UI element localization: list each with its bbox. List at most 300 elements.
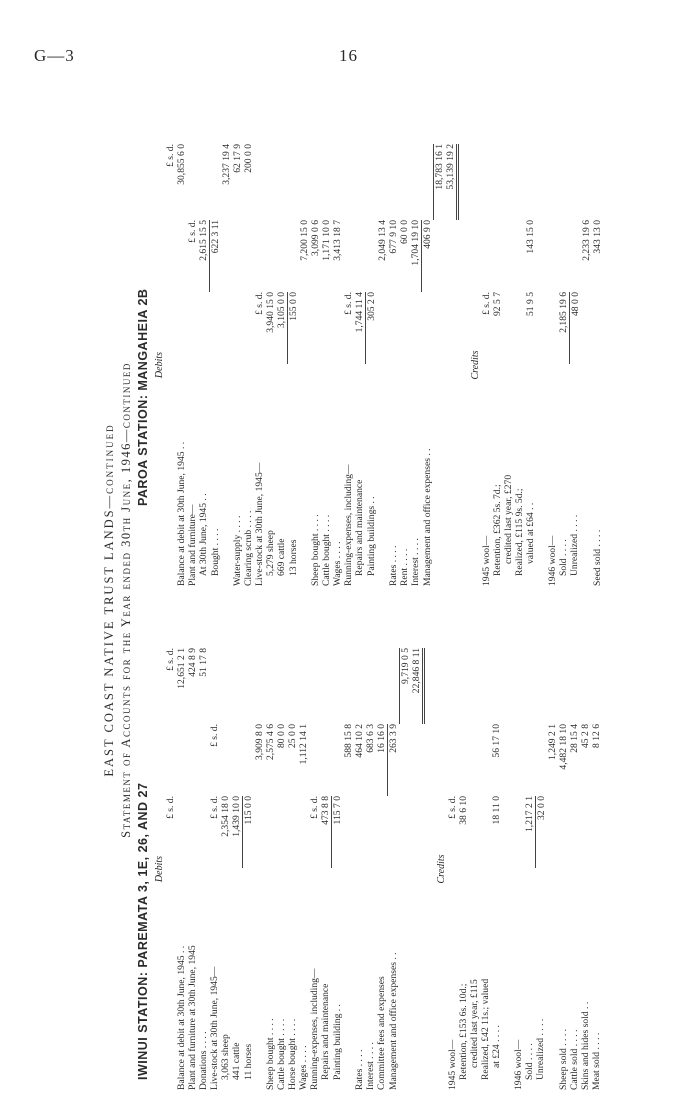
amount-cell xyxy=(343,648,354,724)
amount-cell xyxy=(536,220,547,292)
row-label: Painting buildings . . xyxy=(365,496,377,576)
amount-cell xyxy=(503,144,514,220)
document-title: EAST COAST NATIVE TRUST LANDS—continued xyxy=(102,423,116,777)
amount-cell xyxy=(288,220,300,292)
account-row xyxy=(447,648,458,1090)
paroa-account-table xyxy=(154,144,603,586)
amount-cell xyxy=(299,144,310,220)
account-row xyxy=(514,144,525,586)
row-label xyxy=(165,364,176,586)
amount-cell: 12,651 2 1 xyxy=(176,648,187,689)
amount-cell xyxy=(536,144,547,220)
section-heading: Credits xyxy=(435,854,447,884)
amount-cell xyxy=(243,724,255,796)
amount-cell: 9,719 0 5 xyxy=(399,648,411,724)
row-label: Live-stock at 30th June, 1945— xyxy=(254,462,265,586)
amount-cell xyxy=(399,292,410,364)
row-label: Management and office expenses . . xyxy=(387,952,399,1090)
amount-cell: 115 7 0 xyxy=(332,796,344,868)
amount-cell xyxy=(287,648,298,724)
amount-cell xyxy=(298,796,309,868)
amount-cell xyxy=(354,220,366,292)
account-row xyxy=(243,648,255,1090)
amount-cell: 60 0 0 xyxy=(399,220,410,244)
account-row xyxy=(569,648,580,1090)
account-row xyxy=(176,144,187,586)
amount-cell xyxy=(388,796,400,868)
amount-cell xyxy=(591,796,602,868)
row-label: Painting building . . xyxy=(331,1004,343,1080)
account-row xyxy=(187,648,198,1090)
amount-cell xyxy=(265,648,276,724)
amount-cell xyxy=(254,796,265,868)
amount-cell: £ s. d. xyxy=(165,648,176,671)
amount-cell xyxy=(447,648,458,724)
amount-cell xyxy=(547,144,558,220)
page-number: 16 xyxy=(339,46,358,65)
row-label: Clearing scrub . . . . xyxy=(243,510,254,586)
row-label xyxy=(165,868,176,1090)
account-row xyxy=(433,144,445,586)
amount-cell: 25 0 0 xyxy=(287,724,298,748)
account-row xyxy=(221,144,232,586)
amount-cell xyxy=(480,648,491,724)
amount-cell xyxy=(423,796,436,868)
account-row xyxy=(388,144,399,586)
amount-cell: 1,112 14 1 xyxy=(298,724,309,765)
row-label: 5,279 sheep xyxy=(265,530,276,576)
amount-cell: 406 9 0 xyxy=(422,220,434,292)
amount-cell xyxy=(343,144,354,220)
amount-cell: 1,704 19 10 xyxy=(410,220,421,266)
amount-cell xyxy=(176,724,187,796)
account-row xyxy=(388,648,400,1090)
account-row xyxy=(536,144,547,586)
amount-cell xyxy=(591,648,602,724)
amount-cell: 53,139 19 2 xyxy=(445,144,458,220)
amount-cell xyxy=(310,144,321,220)
amount-cell xyxy=(343,220,354,292)
account-row xyxy=(445,144,458,586)
amount-cell xyxy=(243,648,255,724)
amount-cell: 1,217 2 1 xyxy=(523,796,535,832)
amount-cell: 3,237 19 4 xyxy=(221,144,232,185)
account-row xyxy=(399,648,411,1090)
amount-cell: 45 2 8 xyxy=(579,724,591,748)
row-label: at £24 . . . . xyxy=(490,1025,502,1068)
amount-cell xyxy=(176,796,187,868)
account-row xyxy=(410,144,422,586)
row-label: Rent . . . . xyxy=(399,548,410,586)
account-row xyxy=(332,648,344,1090)
amount-cell xyxy=(254,648,265,724)
amount-cell xyxy=(399,144,410,220)
account-row xyxy=(513,648,524,1090)
amount-cell xyxy=(198,292,210,364)
amount-cell: 343 13 0 xyxy=(591,220,603,254)
account-row xyxy=(525,144,536,586)
amount-cell xyxy=(220,724,231,796)
amount-cell: 2,354 18 0 xyxy=(220,796,231,837)
amount-cell xyxy=(310,292,321,364)
amount-cell xyxy=(592,144,603,220)
account-row xyxy=(220,648,231,1090)
amount-cell: £ s. d. xyxy=(254,292,265,315)
amount-cell xyxy=(423,724,436,796)
amount-cell: 51 17 8 xyxy=(198,648,209,677)
amount-cell: £ s. d. xyxy=(446,796,458,819)
amount-cell xyxy=(220,648,231,724)
row-label xyxy=(399,868,411,1090)
amount-cell xyxy=(581,144,592,220)
amount-cell xyxy=(524,648,536,724)
section-heading: Debits xyxy=(154,351,165,379)
row-label: Water-supply . . . . xyxy=(232,515,243,586)
amount-cell xyxy=(492,220,503,292)
amount-cell xyxy=(198,144,210,220)
account-row xyxy=(265,648,276,1090)
amount-cell xyxy=(187,144,198,220)
account-row xyxy=(592,144,603,586)
amount-cell xyxy=(458,724,469,796)
account-row xyxy=(558,648,569,1090)
page-header-left: G—3 xyxy=(34,46,75,65)
account-row xyxy=(254,144,265,586)
amount-cell xyxy=(354,648,365,724)
amount-cell xyxy=(288,144,300,220)
amount-cell: 622 3 11 xyxy=(210,220,222,292)
amount-cell: 263 3 9 xyxy=(388,724,400,796)
account-row xyxy=(591,648,602,1090)
amount-cell xyxy=(569,796,580,868)
row-label: 669 cattle xyxy=(276,538,287,576)
row-label: Cattle sold . . . . xyxy=(568,1029,580,1090)
account-row xyxy=(491,648,502,1090)
amount-cell xyxy=(321,144,332,220)
amount-cell xyxy=(513,724,524,796)
row-label: Balance at debit at 30th June, 1945 . . xyxy=(176,441,187,586)
account-row xyxy=(176,648,187,1090)
row-label: 1946 wool— xyxy=(546,535,558,586)
account-row xyxy=(547,648,558,1090)
amount-cell: 3,413 18 7 xyxy=(332,220,343,261)
amount-cell: 464 10 2 xyxy=(354,724,365,758)
account-row xyxy=(332,144,343,586)
amount-cell xyxy=(332,144,343,220)
amount-cell: 305 2 0 xyxy=(366,292,378,364)
amount-cell: 1,171 10 0 xyxy=(321,220,332,261)
amount-cell: 2,615 15 5 xyxy=(198,220,209,261)
row-label: 3,063 sheep xyxy=(220,1034,231,1080)
account-row xyxy=(422,144,434,586)
amount-cell xyxy=(165,724,176,796)
amount-cell: 32 0 0 xyxy=(535,796,547,868)
amount-cell: 677 9 10 xyxy=(388,220,399,254)
amount-cell xyxy=(254,220,265,292)
amount-cell xyxy=(581,292,592,364)
row-label: Realized, £42 11s.; valued xyxy=(479,978,491,1080)
account-row xyxy=(254,648,265,1090)
row-label xyxy=(343,868,354,1090)
amount-cell xyxy=(198,796,209,868)
row-label: Management and office expenses . . xyxy=(421,448,433,586)
amount-cell xyxy=(354,796,365,868)
row-label: Sold . . . . xyxy=(523,1043,535,1080)
account-row xyxy=(165,144,176,586)
account-row xyxy=(503,144,514,586)
amount-cell xyxy=(354,144,366,220)
amount-cell: £ s. d. xyxy=(165,144,176,167)
row-label: Cattle bought . . . . xyxy=(321,514,332,586)
amount-cell xyxy=(377,292,388,364)
amount-cell xyxy=(366,144,378,220)
amount-cell xyxy=(547,220,558,292)
amount-cell xyxy=(276,144,288,220)
amount-cell: 80 0 0 xyxy=(276,724,287,748)
amount-cell xyxy=(265,796,276,868)
account-row xyxy=(309,648,320,1090)
account-row xyxy=(354,648,365,1090)
account-row xyxy=(198,144,210,586)
amount-cell xyxy=(365,796,376,868)
row-label xyxy=(445,364,458,586)
account-row xyxy=(243,144,254,586)
amount-cell xyxy=(535,648,547,724)
iwinui-account-table xyxy=(154,648,602,1090)
amount-cell xyxy=(309,648,320,724)
amount-cell: 18 11 0 xyxy=(490,796,502,825)
amount-cell xyxy=(547,796,558,868)
amount-cell: 16 16 0 xyxy=(376,724,387,753)
amount-cell xyxy=(176,220,187,292)
amount-cell xyxy=(558,648,569,724)
amount-cell xyxy=(365,648,376,724)
row-label: Committee fees and expenses xyxy=(376,976,387,1090)
amount-cell: 8 12 6 xyxy=(590,724,602,748)
amount-cell xyxy=(513,796,524,868)
amount-cell xyxy=(536,292,547,364)
amount-cell xyxy=(276,220,288,292)
account-row xyxy=(377,144,388,586)
amount-cell xyxy=(309,724,320,796)
row-label xyxy=(433,364,445,586)
amount-cell: 1,249 2 1 xyxy=(546,724,558,760)
amount-cell: £ s. d. xyxy=(209,796,220,819)
row-label: Repairs and maintenance xyxy=(354,479,365,576)
amount-cell xyxy=(332,648,344,724)
amount-cell xyxy=(410,144,422,220)
amount-cell xyxy=(276,648,287,724)
row-label: Rates . . . . xyxy=(388,545,399,586)
amount-cell xyxy=(481,220,492,292)
amount-cell xyxy=(457,220,470,292)
amount-cell xyxy=(210,292,222,364)
amount-cell xyxy=(569,648,580,724)
row-label: 441 cattle xyxy=(231,1042,242,1080)
row-label: Retention, £153 6s. 10d.; xyxy=(457,983,469,1080)
amount-cell xyxy=(243,220,254,292)
amount-cell: 48 0 0 xyxy=(569,292,581,364)
account-row xyxy=(411,648,424,1090)
amount-cell: 200 0 0 xyxy=(243,144,254,173)
account-row xyxy=(310,144,321,586)
amount-cell xyxy=(457,292,470,364)
station-heading-paroa: PAROA STATION: MANGAHEIA 2B xyxy=(136,288,150,506)
amount-cell: 3,099 0 6 xyxy=(310,220,321,256)
row-label: Bought . . . . xyxy=(209,528,221,576)
amount-cell xyxy=(445,220,458,292)
amount-cell xyxy=(480,724,491,796)
amount-cell xyxy=(469,648,480,724)
amount-cell xyxy=(343,796,354,868)
amount-cell xyxy=(558,796,569,868)
amount-cell: 51 9 5 xyxy=(524,292,536,316)
account-row xyxy=(231,648,243,1090)
amount-cell xyxy=(480,796,491,868)
row-label: Wages . . . . xyxy=(298,1045,309,1090)
amount-cell xyxy=(422,144,434,220)
amount-cell: 473 8 8 xyxy=(320,796,331,825)
amount-cell xyxy=(411,796,424,868)
amount-cell xyxy=(366,220,378,292)
account-row xyxy=(232,144,243,586)
row-label: At 30th June, 1945 . . xyxy=(198,493,209,576)
amount-cell: 28 15 4 xyxy=(568,724,580,753)
amount-cell xyxy=(376,648,388,724)
row-label xyxy=(502,868,513,1090)
amount-cell xyxy=(423,648,436,724)
amount-cell xyxy=(410,292,422,364)
amount-cell: 1,744 11 4 xyxy=(354,292,365,333)
amount-cell xyxy=(254,144,265,220)
amount-cell: 143 15 0 xyxy=(524,220,536,254)
account-row xyxy=(165,648,176,1090)
row-label xyxy=(411,868,424,1090)
amount-cell xyxy=(298,648,309,724)
rotated-statement xyxy=(102,100,700,1100)
account-row xyxy=(321,144,332,586)
amount-cell xyxy=(569,144,581,220)
amount-cell xyxy=(569,220,581,292)
amount-cell: 115 0 0 xyxy=(243,796,255,868)
row-label xyxy=(377,364,388,586)
section-heading-row xyxy=(436,648,447,1090)
row-label: Interest . . . . xyxy=(365,1042,376,1090)
amount-cell xyxy=(399,796,411,868)
amount-cell xyxy=(332,724,344,796)
amount-cell xyxy=(231,724,243,796)
row-label: 13 horses xyxy=(287,539,299,576)
amount-cell xyxy=(388,292,399,364)
amount-cell: £ s. d. xyxy=(480,292,492,315)
section-heading-row xyxy=(470,144,481,586)
amount-cell: 7,200 15 0 xyxy=(299,220,310,261)
amount-cell: 56 17 10 xyxy=(490,724,502,758)
amount-cell xyxy=(321,292,332,364)
account-row xyxy=(492,144,503,586)
amount-cell xyxy=(580,648,591,724)
account-row xyxy=(198,648,209,1090)
section-heading-row xyxy=(154,144,165,586)
row-label: Cattle bought . . . . xyxy=(276,1018,287,1090)
amount-cell xyxy=(547,648,558,724)
account-row xyxy=(535,648,547,1090)
amount-cell xyxy=(377,144,388,220)
amount-cell xyxy=(388,648,400,724)
row-label: Plant and furniture at 30th June, 1945 xyxy=(187,945,198,1090)
row-label: Donations . . . . xyxy=(198,1031,209,1090)
amount-cell xyxy=(447,724,458,796)
account-row xyxy=(547,144,558,586)
amount-cell: 18,783 16 1 xyxy=(433,144,445,220)
amount-cell xyxy=(481,144,492,220)
row-label: Horse bought . . . . xyxy=(287,1018,298,1090)
account-row xyxy=(502,648,513,1090)
account-row xyxy=(320,648,332,1090)
account-row xyxy=(558,144,570,586)
amount-cell xyxy=(276,796,287,868)
amount-cell: 38 6 10 xyxy=(457,796,469,825)
amount-cell: 92 5 7 xyxy=(491,292,503,316)
amount-cell: 2,049 13 4 xyxy=(377,220,388,261)
row-label: valued at £64 . . xyxy=(524,502,536,564)
row-label: Repairs and maintenance xyxy=(320,983,331,1080)
amount-cell xyxy=(458,648,469,724)
row-label xyxy=(581,364,592,586)
row-label: Running-expenses, including— xyxy=(309,968,320,1090)
row-label: Wages . . . . xyxy=(332,541,343,586)
amount-cell xyxy=(503,292,514,364)
amount-cell: 2,185 19 6 xyxy=(557,292,569,333)
amount-cell xyxy=(469,724,480,796)
amount-cell: 30,855 6 0 xyxy=(176,144,187,185)
amount-cell xyxy=(514,220,525,292)
amount-cell xyxy=(388,144,399,220)
amount-cell: 424 8 9 xyxy=(187,648,198,677)
account-row xyxy=(524,648,536,1090)
amount-cell xyxy=(176,292,187,364)
amount-cell xyxy=(299,292,310,364)
row-label: Sheep sold . . . . xyxy=(557,1028,569,1090)
account-row xyxy=(287,648,298,1090)
row-label: Sheep bought . . . . xyxy=(265,1018,276,1090)
amount-cell xyxy=(411,724,424,796)
section-heading-row xyxy=(154,648,165,1090)
amount-cell xyxy=(502,724,513,796)
account-row xyxy=(299,144,310,586)
amount-cell: 4,482 18 10 xyxy=(557,724,569,770)
amount-cell xyxy=(525,144,536,220)
row-label: Interest . . . . xyxy=(410,538,421,586)
amount-cell xyxy=(503,220,514,292)
row-label: Skins and hides sold . . xyxy=(579,1001,591,1090)
account-row xyxy=(581,144,592,586)
amount-cell xyxy=(422,292,434,364)
amount-cell xyxy=(535,724,547,796)
amount-cell: 2,575 4 6 xyxy=(265,724,276,760)
amount-cell xyxy=(491,648,502,724)
amount-cell xyxy=(243,292,254,364)
amount-cell xyxy=(165,220,176,292)
amount-cell xyxy=(433,220,445,292)
row-label: 1945 wool— xyxy=(480,535,492,586)
amount-cell xyxy=(376,796,388,868)
amount-cell xyxy=(580,796,591,868)
amount-cell xyxy=(265,220,276,292)
account-row xyxy=(580,648,591,1090)
row-label: Unrealized . . . . xyxy=(535,1018,546,1080)
amount-cell: £ s. d. xyxy=(209,724,220,747)
